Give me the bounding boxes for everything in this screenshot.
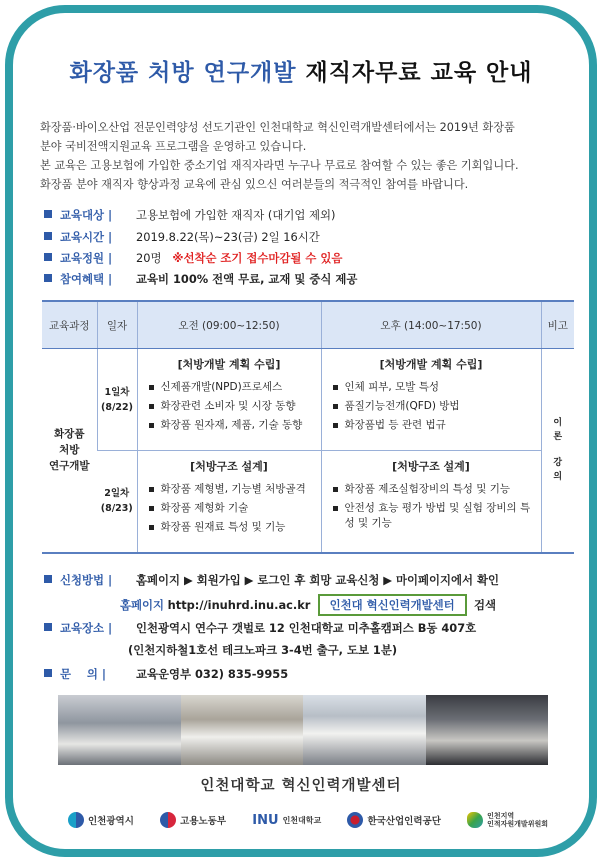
logo-hrd xyxy=(347,812,440,828)
info-label: 참여혜택 | xyxy=(60,272,113,286)
info-time xyxy=(44,229,320,245)
place-sub xyxy=(128,642,397,658)
session-title: [처방구조 설계] xyxy=(190,460,268,473)
info-benefit xyxy=(44,271,357,287)
place-value: 인천광역시 연수구 갯벌로 12 인천대학교 미추홀캠퍼스 B동 407호 xyxy=(136,621,477,635)
apply-homepage xyxy=(120,594,496,616)
note-char: 강 xyxy=(553,458,563,469)
note-cell xyxy=(541,349,574,553)
contact-value: 교육운영부 032) 835-9955 xyxy=(136,667,289,681)
session-item: 화장품법 등 관련 법규 xyxy=(345,418,540,433)
course-line: 처방 xyxy=(59,444,80,457)
info-value: 20명 xyxy=(136,251,162,265)
square-bullet-icon xyxy=(44,669,52,677)
intro-line: 본 교육은 고용보험에 가입한 중소기업 재직자라면 누구나 무료로 참여할 수 있는 좋은 기회입니다. xyxy=(40,159,519,172)
apply-method xyxy=(44,572,499,588)
apply-label: 신청방법 | xyxy=(60,573,113,587)
place-label: 교육장소 | xyxy=(60,621,113,635)
homepage-label: 홈페이지 xyxy=(120,598,165,612)
incheon-logo-icon xyxy=(68,812,84,828)
hrdkorea-logo-icon xyxy=(347,812,363,828)
header-pm: 오후 (14:00~17:50) xyxy=(321,301,541,349)
session-title: [처방개발 계획 수립] xyxy=(177,358,281,371)
info-value: 교육비 100% 전액 무료, 교재 및 중식 제공 xyxy=(136,272,358,286)
day-date: (8/23) xyxy=(100,503,133,515)
intro-text xyxy=(40,118,570,194)
info-label: 교육대상 | xyxy=(60,208,113,222)
square-bullet-icon xyxy=(44,210,52,218)
title-part1: 화장품 처방 연구개발 xyxy=(69,60,297,86)
apply-value: 홈페이지 ▶ 회원가입 ▶ 로그인 후 희망 교육신청 ▶ 마이페이지에서 확인 xyxy=(136,573,500,587)
note-char: 의 xyxy=(553,472,563,483)
session-item: 신제품개발(NPD)프로세스 xyxy=(161,380,320,395)
session-item: 품질기능전개(QFD) 방법 xyxy=(345,399,540,414)
course-cell xyxy=(42,349,97,553)
inu-mark: INU xyxy=(252,812,279,828)
logo-regional xyxy=(467,812,548,828)
facility-photos xyxy=(58,695,548,765)
session-item: 화장품 원자재, 제품, 기술 동향 xyxy=(161,418,320,433)
contact-label: 문 의 | xyxy=(60,667,106,681)
info-capacity xyxy=(44,250,342,266)
capacity-note: ※선착순 조기 접수마감될 수 있음 xyxy=(172,251,343,265)
apply-place xyxy=(44,620,476,636)
note-char: 론 xyxy=(553,432,563,443)
session-item: 화장관련 소비자 및 시장 동향 xyxy=(161,399,320,414)
info-value: 고용보험에 가입한 재직자 (대기업 제외) xyxy=(136,208,336,222)
square-bullet-icon xyxy=(44,274,52,282)
header-day: 일자 xyxy=(97,301,137,349)
logo-text: 인적자원개발위원회 xyxy=(487,820,548,828)
apply-contact xyxy=(44,666,288,682)
logo-text: 인천지역 xyxy=(487,812,515,820)
intro-line: 화장품·바이오산업 전문인력양성 선도기관인 인천대학교 혁신인력개발센터에서는 2019년 화장품 xyxy=(40,121,515,134)
logo-text: 인천대학교 xyxy=(282,815,322,825)
info-value: 2019.8.22(목)~23(금) 2일 16시간 xyxy=(136,230,320,244)
schedule-table xyxy=(42,300,574,554)
labor-ministry-logo-icon xyxy=(160,812,176,828)
course-line: 연구개발 xyxy=(48,460,90,473)
day-label: 1일차 xyxy=(104,386,130,398)
header-am: 오전 (09:00~12:50) xyxy=(137,301,321,349)
lab-photo xyxy=(58,695,181,765)
session-item: 화장품 제형별, 기능별 처방골격 xyxy=(161,482,320,497)
day-date: (8/22) xyxy=(101,401,133,413)
classroom-photo xyxy=(303,695,426,765)
session-title: [처방개발 계획 수립] xyxy=(379,358,483,371)
sponsor-logos xyxy=(68,812,548,828)
logo-text: 고용노동부 xyxy=(180,816,227,827)
header-course: 교육과정 xyxy=(42,301,97,349)
square-bullet-icon xyxy=(44,623,52,631)
session-am-day2 xyxy=(137,451,321,553)
square-bullet-icon xyxy=(44,253,52,261)
course-line: 화장품 xyxy=(54,428,85,441)
regional-council-logo-icon xyxy=(467,812,483,828)
lab-photo xyxy=(181,695,304,765)
logo-labor xyxy=(160,812,226,828)
info-label: 교육시간 | xyxy=(60,230,113,244)
square-bullet-icon xyxy=(44,575,52,583)
session-item: 화장품 제조실험장비의 특성 및 기능 xyxy=(345,482,540,497)
session-item: 안전성 효능 평가 방법 및 실험 장비의 특성 및 기능 xyxy=(345,501,540,531)
session-am-day1 xyxy=(137,349,321,451)
search-term-box: 인천대 혁신인력개발센터 xyxy=(318,594,467,616)
session-item: 화장품 제형화 기술 xyxy=(161,501,320,516)
session-title: [처방구조 설계] xyxy=(392,460,470,473)
center-name: 인천대학교 혁신인력개발센터 xyxy=(200,778,402,794)
day-label: 2일차 xyxy=(104,488,130,500)
homepage-url[interactable]: http://inuhrd.inu.ac.kr xyxy=(167,598,311,612)
session-item: 화장품 원재료 특성 및 기능 xyxy=(161,520,320,535)
day-cell xyxy=(97,349,137,451)
place-sub-text: (인천지하철1호선 테크노파크 3-4번 출구, 도보 1분) xyxy=(128,643,398,657)
session-item: 인체 피부, 모발 특성 xyxy=(345,380,540,395)
lecture-photo xyxy=(426,695,549,765)
intro-line: 분야 국비전액지원교육 프로그램을 운영하고 있습니다. xyxy=(40,140,307,153)
square-bullet-icon xyxy=(44,232,52,240)
logo-text: 한국산업인력공단 xyxy=(367,816,441,827)
logo-incheon xyxy=(68,812,134,828)
title-part2: 재직자무료 교육 안내 xyxy=(305,60,533,86)
note-char: 이 xyxy=(553,418,563,429)
header-note: 비고 xyxy=(541,301,574,349)
day-cell xyxy=(97,451,137,553)
poster-title xyxy=(0,54,602,87)
search-word: 검색 xyxy=(473,598,496,612)
intro-line: 화장품 분야 재직자 향상과정 교육에 관심 있으신 여러분들의 적극적인 참여를 바랍니다. xyxy=(40,178,469,191)
logo-text: 인천광역시 xyxy=(88,816,134,827)
session-pm-day1 xyxy=(321,349,541,451)
info-target xyxy=(44,207,335,223)
session-pm-day2 xyxy=(321,451,541,553)
logo-inu xyxy=(252,813,321,828)
info-label: 교육정원 | xyxy=(60,251,113,265)
